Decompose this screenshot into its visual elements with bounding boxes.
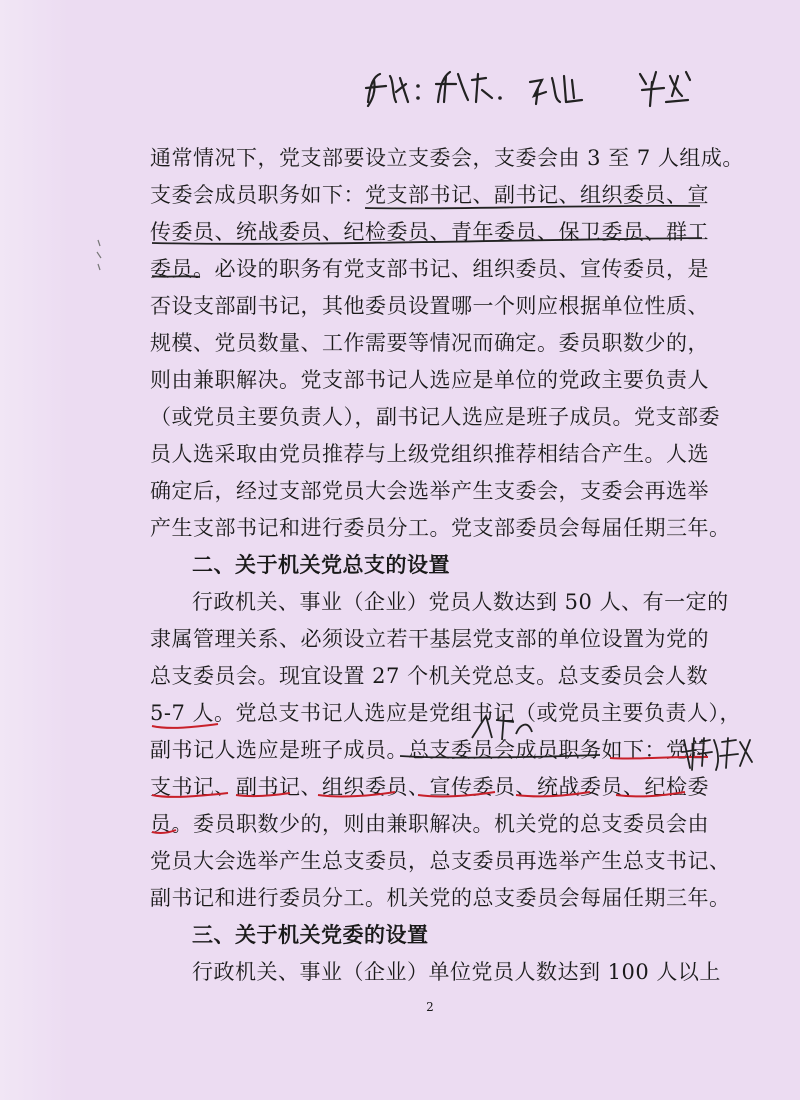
body-line: 行政机关、事业（企业）单位党员人数达到 100 人以上	[192, 960, 721, 984]
body-line: 规模、党员数量、工作需要等情况而确定。委员职数少的，	[150, 331, 709, 355]
body-line: 副书记和进行委员分工。机关党的总支委员会每届任期三年。	[150, 886, 731, 910]
margin-signature	[680, 732, 760, 774]
margin-pencil-marks	[92, 238, 106, 278]
page-edge	[0, 0, 70, 1100]
body-line: 否设支部副书记，其他委员设置哪一个则应根据单位性质、	[150, 294, 709, 318]
body-line: 员人选采取由党员推荐与上级党组织推荐相结合产生。人选	[150, 442, 709, 466]
body-line: 员。委员职数少的，则由兼职解决。机关党的总支委员会由	[150, 812, 709, 836]
body-line: 则由兼职解决。党支部书记人选应是单位的党政主要负责人	[150, 368, 709, 392]
body-line: 传委员、统战委员、纪检委员、青年委员、保卫委员、群工	[150, 220, 709, 244]
page-number: 2	[426, 1000, 434, 1014]
body-line: 党员大会选举产生总支委员，总支委员再选举产生总支书记、	[150, 849, 731, 873]
body-line: 副书记人选应是班子成员。总支委员会成员职务如下：党总	[150, 738, 709, 762]
body-line: 确定后，经过支部党员大会选举产生支委会，支委会再选举	[150, 479, 709, 503]
body-line: 行政机关、事业（企业）党员人数达到 50 人、有一定的	[192, 590, 729, 614]
body-line: 产生支部书记和进行委员分工。党支部委员会每届任期三年。	[150, 516, 731, 540]
section-heading: 二、关于机关党总支的设置	[192, 552, 450, 577]
section-heading: 三、关于机关党委的设置	[192, 922, 429, 947]
body-line: 委员。必设的职务有党支部书记、组织委员、宣传委员，是	[150, 257, 709, 281]
body-line: 隶属管理关系、必须设立若干基层党支部的单位设置为党的	[150, 627, 709, 651]
body-line: 5-7 人。党总支书记人选应是党组书记（或党员主要负责人），	[150, 701, 741, 725]
body-line: （或党员主要负责人），副书记人选应是班子成员。党支部委	[150, 405, 720, 429]
body-line: 支书记、副书记、组织委员、宣传委员、统战委员、纪检委	[150, 775, 709, 799]
body-line: 总支委员会。现宜设置 27 个机关党总支。总支委员会人数	[150, 664, 709, 688]
body-line: 通常情况下，党支部要设立支委会，支委会由 3 至 7 人组成。	[150, 146, 744, 170]
body-line: 支委会成员职务如下：党支部书记、副书记、组织委员、宣	[150, 183, 709, 207]
handwritten-header-note	[360, 62, 720, 112]
